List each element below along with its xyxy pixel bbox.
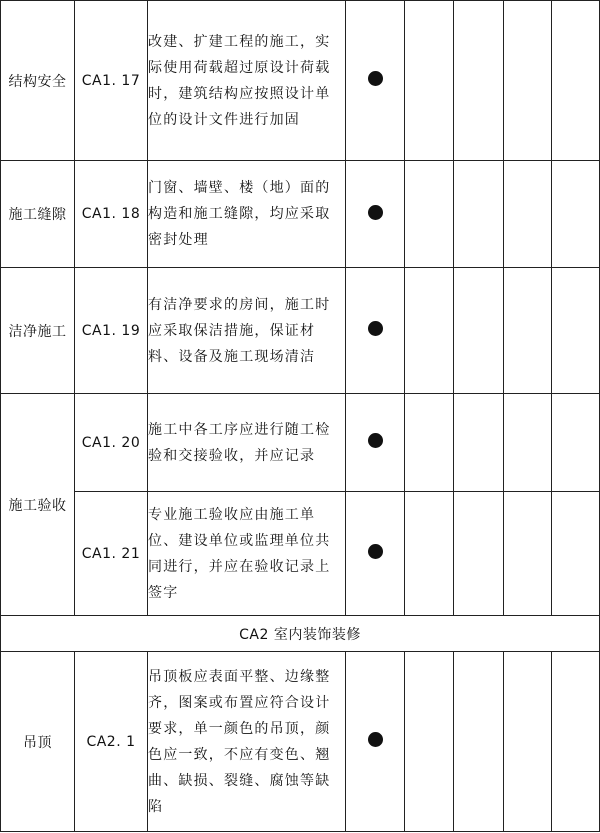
filled-circle-icon — [368, 71, 383, 86]
empty-cell — [454, 268, 504, 394]
category-cell: 施工缝隙 — [1, 161, 75, 268]
category-cell: 吊顶 — [1, 652, 75, 832]
empty-cell — [552, 492, 600, 616]
section-title: CA2 室内装饰装修 — [1, 616, 600, 652]
empty-cell — [504, 1, 552, 161]
empty-cell — [405, 161, 454, 268]
mark-cell — [346, 652, 405, 832]
empty-cell — [504, 161, 552, 268]
empty-cell — [552, 394, 600, 492]
filled-circle-icon — [368, 205, 383, 220]
requirement-cell: 有洁净要求的房间，施工时应采取保洁措施，保证材料、设备及施工现场清洁 — [148, 268, 346, 394]
code-cell: CA2. 1 — [75, 652, 148, 832]
table-row — [1, 652, 600, 832]
empty-cell — [552, 1, 600, 161]
table-row — [1, 1, 600, 161]
empty-cell — [504, 492, 552, 616]
empty-cell — [454, 1, 504, 161]
mark-cell — [346, 394, 405, 492]
requirement-cell: 吊顶板应表面平整、边缘整齐，图案或布置应符合设计要求，单一颜色的吊顶，颜色应一致，不应有变色、翘曲、缺损、裂缝、腐蚀等缺陷 — [148, 652, 346, 832]
empty-cell — [454, 161, 504, 268]
empty-cell — [405, 492, 454, 616]
empty-cell — [454, 394, 504, 492]
empty-cell — [504, 652, 552, 832]
code-cell: CA1. 17 — [75, 1, 148, 161]
table-row — [1, 161, 600, 268]
code-cell: CA1. 21 — [75, 492, 148, 616]
empty-cell — [405, 1, 454, 161]
filled-circle-icon — [368, 321, 383, 336]
empty-cell — [405, 268, 454, 394]
requirement-cell: 施工中各工序应进行随工检验和交接验收，并应记录 — [148, 394, 346, 492]
mark-cell — [346, 492, 405, 616]
empty-cell — [552, 161, 600, 268]
empty-cell — [552, 268, 600, 394]
category-cell: 结构安全 — [1, 1, 75, 161]
empty-cell — [504, 394, 552, 492]
empty-cell — [454, 652, 504, 832]
category-cell: 洁净施工 — [1, 268, 75, 394]
filled-circle-icon — [368, 544, 383, 559]
empty-cell — [504, 268, 552, 394]
mark-cell — [346, 268, 405, 394]
code-cell: CA1. 19 — [75, 268, 148, 394]
mark-cell — [346, 161, 405, 268]
empty-cell — [405, 394, 454, 492]
category-cell: 施工验收 — [1, 394, 75, 616]
requirement-cell: 门窗、墙壁、楼（地）面的构造和施工缝隙，均应采取密封处理 — [148, 161, 346, 268]
code-cell: CA1. 20 — [75, 394, 148, 492]
empty-cell — [454, 492, 504, 616]
empty-cell — [552, 652, 600, 832]
table-row — [1, 268, 600, 394]
code-cell: CA1. 18 — [75, 161, 148, 268]
filled-circle-icon — [368, 433, 383, 448]
requirement-cell: 专业施工验收应由施工单位、建设单位或监理单位共同进行，并应在验收记录上签字 — [148, 492, 346, 616]
table-row — [1, 492, 600, 616]
requirement-cell: 改建、扩建工程的施工，实际使用荷载超过原设计荷载时，建筑结构应按照设计单位的设计文件进行加固 — [148, 1, 346, 161]
table-row — [1, 394, 600, 492]
section-row — [1, 616, 600, 652]
filled-circle-icon — [368, 732, 383, 747]
mark-cell — [346, 1, 405, 161]
empty-cell — [405, 652, 454, 832]
